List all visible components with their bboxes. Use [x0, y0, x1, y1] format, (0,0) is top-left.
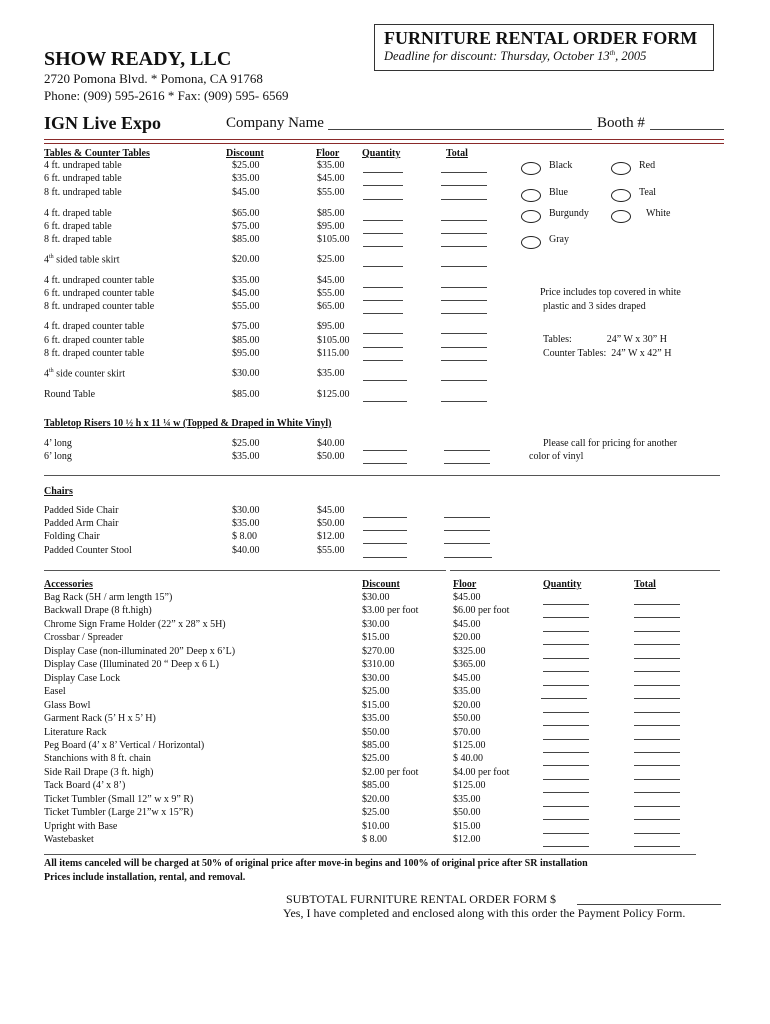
floor-price: $12.00 [453, 834, 481, 846]
floor-price: $45.00 [453, 592, 481, 603]
floor-price: $70.00 [453, 726, 481, 738]
accessory-item: Crossbar / Spreader [44, 632, 123, 644]
floor-price: $15.00 [453, 820, 481, 832]
payment-policy-confirmation: Yes, I have completed and enclosed along with this order the Payment Policy Form. [283, 906, 686, 920]
total-field[interactable] [634, 712, 680, 713]
item-label: 4 ft. draped table [44, 208, 112, 219]
riser-item: 6’ long [44, 451, 72, 462]
form-title: FURNITURE RENTAL ORDER FORM [384, 28, 698, 48]
discount-price: $25.00 [362, 753, 390, 765]
quantity-field[interactable] [543, 739, 589, 740]
discount-price: $25.00 [362, 686, 390, 698]
floor-price: $55.00 [317, 187, 345, 198]
quantity-field[interactable] [363, 543, 407, 544]
discount-price: $35.00 [232, 275, 260, 286]
discount-price: $10.00 [362, 820, 390, 832]
total-field[interactable] [634, 698, 680, 699]
total-field[interactable] [634, 644, 680, 645]
accessory-item: Tack Board (4’ x 8’) [44, 780, 126, 792]
item-label: 8 ft. draped counter table [44, 348, 145, 359]
floor-price: $ 40.00 [453, 753, 483, 765]
discount-price: $30.00 [362, 618, 390, 630]
item-label: 6 ft. undraped table [44, 173, 122, 184]
item-label: 4 ft. draped counter table [44, 321, 145, 332]
quantity-field[interactable] [543, 644, 589, 645]
total-field[interactable] [634, 725, 680, 726]
quantity-field[interactable] [363, 199, 403, 200]
discount-price: $30.00 [232, 505, 260, 516]
discount-price: $40.00 [232, 545, 260, 556]
accessories-heading: Accessories [44, 579, 93, 590]
accessory-item: Garment Rack (5’ H x 5’ H) [44, 713, 156, 725]
total-field[interactable] [441, 220, 487, 221]
item-label: 6 ft. draped counter table [44, 335, 145, 346]
quantity-field[interactable] [363, 380, 407, 381]
total-field[interactable] [634, 819, 680, 820]
company-name: SHOW READY, LLC [44, 48, 232, 70]
total-field[interactable] [444, 517, 490, 518]
discount-price: $45.00 [232, 187, 260, 198]
total-field[interactable] [441, 333, 487, 334]
color-label: Blue [549, 187, 568, 198]
accessory-item: Display Case (Illuminated 20 “ Deep x 6 L) [44, 659, 219, 671]
floor-price: $20.00 [453, 632, 481, 644]
discount-price: $50.00 [362, 726, 390, 738]
deadline-note [384, 49, 646, 64]
total-field[interactable] [634, 846, 680, 847]
quantity-field[interactable] [543, 631, 589, 632]
color-radio[interactable] [521, 210, 541, 223]
floor-price: $20.00 [453, 699, 481, 711]
total-field[interactable] [444, 450, 490, 451]
discount-price: $85.00 [362, 739, 390, 751]
header-rule-bottom [44, 143, 724, 144]
company-name-label: Company Name [226, 115, 324, 131]
company-name-field[interactable] [328, 129, 592, 130]
discount-price: $85.00 [362, 780, 390, 792]
discount-price: $55.00 [232, 301, 260, 312]
total-field[interactable] [634, 806, 680, 807]
accessory-item: Backwall Drape (8 ft.high) [44, 605, 152, 617]
total-field[interactable] [444, 530, 490, 531]
deadline-prefix: Deadline for discount: Thursday, October 13 [384, 49, 610, 64]
floor-price: $55.00 [317, 288, 345, 299]
quantity-field[interactable] [363, 172, 403, 173]
item-label-prefix: 4 [44, 368, 49, 380]
total-field[interactable] [441, 233, 487, 234]
discount-price: $30.00 [362, 592, 390, 603]
floor-price: $4.00 per foot [453, 766, 510, 778]
item-label-suffix: side counter skirt [53, 368, 126, 380]
discount-price: $15.00 [362, 632, 390, 644]
discount-price: $25.00 [232, 438, 260, 449]
header-rule-top [44, 139, 724, 140]
discount-price: $270.00 [362, 645, 395, 657]
accessory-item: Bag Rack (5H / arm length 15”) [44, 592, 173, 603]
item-label: Round Table [44, 389, 96, 400]
cancellation-note: All items canceled will be charged at 50% of original price after move-in begins and 100% of original price after SR installation [44, 858, 588, 869]
riser-item: 4’ long [44, 438, 72, 449]
discount-price: $20.00 [362, 793, 390, 805]
accessory-item: Peg Board (4’ x 8’ Vertical / Horizontal) [44, 739, 205, 751]
accessory-item: Side Rail Drape (3 ft. high) [44, 766, 154, 778]
quantity-field[interactable] [543, 806, 589, 807]
quantity-field[interactable] [543, 792, 589, 793]
table-price-note-line1: Price includes top covered in white [540, 287, 681, 298]
accessories-total-header: Total [634, 579, 656, 590]
quantity-field[interactable] [541, 698, 587, 699]
floor-price: $35.00 [317, 160, 345, 171]
tables-total-header: Total [446, 148, 468, 159]
deadline-sup: th [609, 49, 616, 57]
total-field[interactable] [634, 792, 680, 793]
accessory-item: Easel [44, 686, 66, 698]
quantity-field[interactable] [363, 333, 403, 334]
item-label [44, 368, 125, 379]
accessories-divider [44, 854, 696, 855]
discount-price: $75.00 [232, 221, 260, 232]
floor-price: $35.00 [453, 793, 481, 805]
quantity-field[interactable] [543, 685, 589, 686]
tables-discount-header: Discount [226, 148, 264, 159]
total-field[interactable] [441, 199, 487, 200]
accessory-item: Ticket Tumbler (Large 21”w x 15”R) [44, 807, 194, 819]
floor-price: $40.00 [317, 438, 345, 449]
floor-price: $35.00 [453, 686, 481, 698]
discount-price: $95.00 [232, 348, 260, 359]
prices-note: Prices include installation, rental, and removal. [44, 872, 246, 883]
tables-quantity-header: Quantity [362, 148, 401, 159]
floor-price: $50.00 [317, 518, 345, 529]
floor-price: $105.00 [317, 335, 350, 346]
color-label: Red [639, 160, 656, 171]
discount-price: $30.00 [232, 368, 260, 379]
company-address: 2720 Pomona Blvd. * Pomona, CA 91768 [44, 71, 263, 86]
discount-price: $35.00 [232, 173, 260, 184]
item-label-prefix: 4 [44, 254, 49, 266]
tables-floor-header: Floor [316, 148, 340, 159]
item-label: 8 ft. undraped counter table [44, 301, 155, 312]
item-label: 8 ft. draped table [44, 234, 112, 245]
color-label: White [646, 208, 671, 219]
color-radio[interactable] [611, 189, 631, 202]
color-radio[interactable] [611, 162, 631, 175]
total-field[interactable] [441, 246, 487, 247]
color-radio[interactable] [521, 162, 541, 175]
floor-price: $45.00 [453, 618, 481, 630]
quantity-field[interactable] [363, 313, 403, 314]
tables-heading: Tables & Counter Tables [44, 148, 150, 159]
total-field[interactable] [441, 313, 487, 314]
floor-price: $125.00 [453, 780, 486, 792]
table-dims: Tables: 24” W x 30” H [543, 334, 667, 345]
quantity-field[interactable] [543, 604, 589, 605]
total-field[interactable] [634, 752, 680, 753]
accessory-item: Display Case (non-illuminated 20” Deep x 6’L) [44, 645, 236, 657]
item-label: 8 ft. undraped table [44, 187, 122, 198]
discount-price: $65.00 [232, 208, 260, 219]
item-label: 6 ft. draped table [44, 221, 112, 232]
discount-price: $35.00 [232, 451, 260, 462]
company-phone: Phone: (909) 595-2616 * Fax: (909) 595- 6569 [44, 88, 289, 103]
color-radio[interactable] [521, 189, 541, 202]
floor-price: $105.00 [317, 234, 350, 245]
quantity-field[interactable] [363, 530, 407, 531]
quantity-field[interactable] [543, 752, 589, 753]
total-field[interactable] [444, 463, 490, 464]
total-field[interactable] [634, 739, 680, 740]
quantity-field[interactable] [543, 779, 589, 780]
chairs-heading: Chairs [44, 486, 73, 497]
total-field[interactable] [441, 266, 487, 267]
quantity-field[interactable] [363, 233, 403, 234]
accessory-item: Display Case Lock [44, 672, 121, 684]
accessory-item: Literature Rack [44, 726, 107, 738]
risers-heading: Tabletop Risers 10 ½ h x 11 ¼ w (Topped & Draped in White Vinyl) [44, 418, 332, 429]
quantity-field[interactable] [363, 185, 403, 186]
color-label: Black [549, 160, 573, 171]
quantity-field[interactable] [543, 725, 589, 726]
total-field[interactable] [634, 658, 680, 659]
table-price-note-line2: plastic and 3 sides draped [543, 301, 646, 312]
total-field[interactable] [634, 671, 680, 672]
quantity-field[interactable] [543, 617, 589, 618]
risers-divider [44, 475, 720, 476]
quantity-field[interactable] [363, 220, 403, 221]
total-field[interactable] [441, 185, 487, 186]
quantity-field[interactable] [543, 658, 589, 659]
floor-price: $50.00 [453, 807, 481, 819]
quantity-field[interactable] [363, 557, 407, 558]
accessories-discount-header: Discount [362, 579, 400, 590]
floor-price: $125.00 [317, 389, 350, 400]
event-name: IGN Live Expo [44, 113, 162, 133]
total-field[interactable] [441, 360, 487, 361]
quantity-field[interactable] [363, 266, 403, 267]
risers-note-line2: color of vinyl [529, 451, 584, 462]
subtotal-field[interactable] [577, 904, 721, 905]
color-label: Teal [639, 187, 657, 198]
item-label-sup: th [49, 368, 54, 374]
quantity-field[interactable] [363, 347, 403, 348]
color-label: Burgundy [549, 208, 589, 219]
total-field[interactable] [444, 557, 492, 558]
accessory-item: Glass Bowl [44, 699, 91, 711]
total-field[interactable] [634, 631, 680, 632]
floor-price: $12.00 [317, 531, 345, 542]
quantity-field[interactable] [363, 246, 403, 247]
discount-price: $75.00 [232, 321, 260, 332]
quantity-field[interactable] [543, 712, 589, 713]
quantity-field[interactable] [543, 846, 589, 847]
discount-price: $ 8.00 [232, 531, 257, 542]
accessories-floor-header: Floor [453, 579, 477, 590]
floor-price: $365.00 [453, 659, 486, 671]
item-label: 4 ft. undraped table [44, 160, 122, 171]
discount-price: $2.00 per foot [362, 766, 419, 778]
quantity-field[interactable] [363, 517, 407, 518]
discount-price: $35.00 [232, 518, 260, 529]
chairs-divider-left [44, 570, 446, 571]
counter-table-dims: Counter Tables: 24” W x 42” H [543, 348, 672, 359]
floor-price: $65.00 [317, 301, 345, 312]
quantity-field[interactable] [363, 300, 403, 301]
floor-price: $45.00 [317, 505, 345, 516]
total-field[interactable] [634, 833, 680, 834]
total-field[interactable] [441, 287, 487, 288]
quantity-field[interactable] [363, 287, 403, 288]
total-field[interactable] [444, 543, 490, 544]
floor-price: $25.00 [317, 254, 345, 265]
total-field[interactable] [441, 300, 487, 301]
floor-price: $35.00 [317, 368, 345, 379]
total-field[interactable] [634, 779, 680, 780]
discount-price: $ 8.00 [362, 834, 387, 846]
discount-price: $45.00 [232, 288, 260, 299]
total-field[interactable] [634, 604, 680, 605]
accessory-item: Chrome Sign Frame Holder (22” x 28” x 5H) [44, 618, 226, 630]
chair-item: Folding Chair [44, 531, 100, 542]
color-radio[interactable] [521, 236, 541, 249]
chair-item: Padded Side Chair [44, 505, 119, 516]
floor-price: $125.00 [453, 739, 486, 751]
quantity-field[interactable] [363, 401, 407, 402]
floor-price: $85.00 [317, 208, 345, 219]
chairs-divider-right [450, 570, 720, 571]
discount-price: $25.00 [232, 160, 260, 171]
accessories-quantity-header: Quantity [543, 579, 582, 590]
accessory-item: Ticket Tumbler (Small 12” w x 9” R) [44, 793, 194, 805]
accessory-item: Upright with Base [44, 820, 118, 832]
booth-number-field[interactable] [650, 129, 724, 130]
item-label [44, 254, 120, 265]
item-label-suffix: sided table skirt [53, 254, 120, 266]
booth-label: Booth # [597, 115, 645, 131]
total-field[interactable] [634, 617, 680, 618]
floor-price: $45.00 [317, 173, 345, 184]
discount-price: $3.00 per foot [362, 605, 419, 617]
discount-price: $15.00 [362, 699, 390, 711]
discount-price: $25.00 [362, 807, 390, 819]
subtotal-label: SUBTOTAL FURNITURE RENTAL ORDER FORM $ [286, 892, 556, 906]
floor-price: $50.00 [317, 451, 345, 462]
discount-price: $310.00 [362, 659, 395, 671]
discount-price: $85.00 [232, 335, 260, 346]
quantity-field[interactable] [363, 463, 407, 464]
discount-price: $30.00 [362, 672, 390, 684]
accessory-item: Wastebasket [44, 834, 94, 846]
deadline-suffix: , 2005 [615, 49, 647, 64]
total-field[interactable] [634, 685, 680, 686]
total-field[interactable] [441, 380, 487, 381]
floor-price: $50.00 [453, 713, 481, 725]
floor-price: $325.00 [453, 645, 486, 657]
quantity-field[interactable] [543, 671, 589, 672]
floor-price: $115.00 [317, 348, 350, 359]
quantity-field[interactable] [543, 833, 589, 834]
total-field[interactable] [441, 401, 487, 402]
discount-price: $20.00 [232, 254, 260, 265]
floor-price: $95.00 [317, 221, 345, 232]
risers-note-line1: Please call for pricing for another [543, 438, 678, 449]
item-label: 6 ft. undraped counter table [44, 288, 155, 299]
floor-price: $6.00 per foot [453, 605, 510, 617]
quantity-field[interactable] [543, 819, 589, 820]
discount-price: $35.00 [362, 713, 390, 725]
chair-item: Padded Arm Chair [44, 518, 119, 529]
total-field[interactable] [441, 172, 487, 173]
color-label: Gray [549, 234, 569, 245]
color-radio[interactable] [611, 210, 631, 223]
floor-price: $55.00 [317, 545, 345, 556]
floor-price: $95.00 [317, 321, 345, 332]
quantity-field[interactable] [363, 360, 403, 361]
quantity-field[interactable] [363, 450, 407, 451]
floor-price: $45.00 [317, 275, 345, 286]
discount-price: $85.00 [232, 389, 260, 400]
floor-price: $45.00 [453, 672, 481, 684]
discount-price: $85.00 [232, 234, 260, 245]
item-label-sup: th [49, 254, 54, 260]
accessory-item: Stanchions with 8 ft. chain [44, 753, 151, 765]
total-field[interactable] [441, 347, 487, 348]
total-field[interactable] [634, 765, 680, 766]
item-label: 4 ft. undraped counter table [44, 275, 155, 286]
chair-item: Padded Counter Stool [44, 545, 132, 556]
quantity-field[interactable] [543, 765, 589, 766]
